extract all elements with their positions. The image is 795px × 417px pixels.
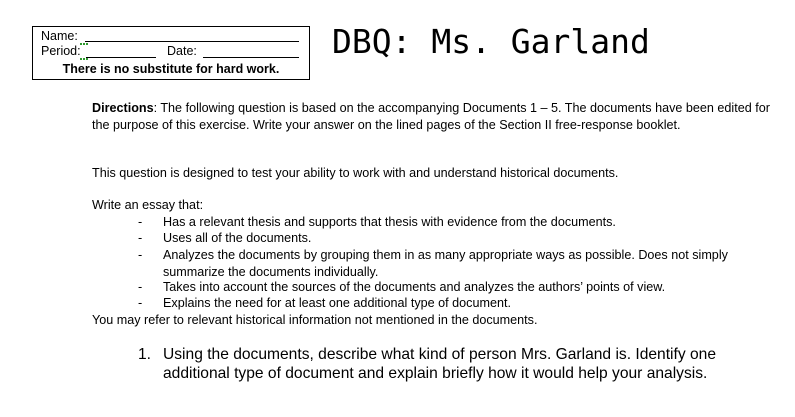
directions-paragraph (92, 100, 772, 133)
directions-label: Directions (92, 101, 154, 115)
bullet-marker: - (138, 296, 143, 310)
bullet-text: Takes into account the sources of the documents and analyzes the authors’ points of view. (163, 280, 666, 294)
question-text: Using the documents, describe what kind of person Mrs. Garland is. Identify one additional type of document and explain briefly how it would help your analysis. (163, 346, 716, 382)
name-field-line[interactable] (85, 41, 299, 42)
essay-outro: You may refer to relevant historical information not mentioned in the documents. (92, 313, 538, 327)
date-label: Date: (167, 44, 197, 58)
bullet-marker: - (138, 280, 143, 294)
name-label: Name: (41, 29, 78, 43)
name-box (32, 26, 310, 80)
bullet-text: Explains the need for at least one additional type of document. (163, 296, 511, 310)
period-field-line[interactable] (86, 57, 156, 58)
bullet-marker: - (138, 231, 143, 245)
bullet-marker: - (138, 248, 143, 262)
bullet-text: Uses all of the documents. (163, 231, 312, 245)
bullet-text: Has a relevant thesis and supports that thesis with evidence from the documents. (163, 215, 616, 229)
question-number: 1. (138, 346, 152, 363)
bullet-text: Analyzes the documents by grouping them in as many appropriate ways as possible. Does not simply summarize the documents individually. (163, 248, 728, 279)
motto: There is no substitute for hard work. (62, 62, 280, 76)
directions-text: : The following question is based on the accompanying Documents 1 – 5. The documents have been edited for the purpose of this exercise. Write your answer on the lined pages of the Section II free-response booklet. (92, 101, 770, 132)
date-field-line[interactable] (203, 57, 299, 58)
period-label: Period: (41, 44, 81, 58)
page-title: DBQ: Ms. Garland (332, 22, 650, 61)
bullet-marker: - (138, 215, 143, 229)
design-note: This question is designed to test your ability to work with and understand historical documents. (92, 166, 619, 180)
essay-intro: Write an essay that: (92, 198, 204, 212)
